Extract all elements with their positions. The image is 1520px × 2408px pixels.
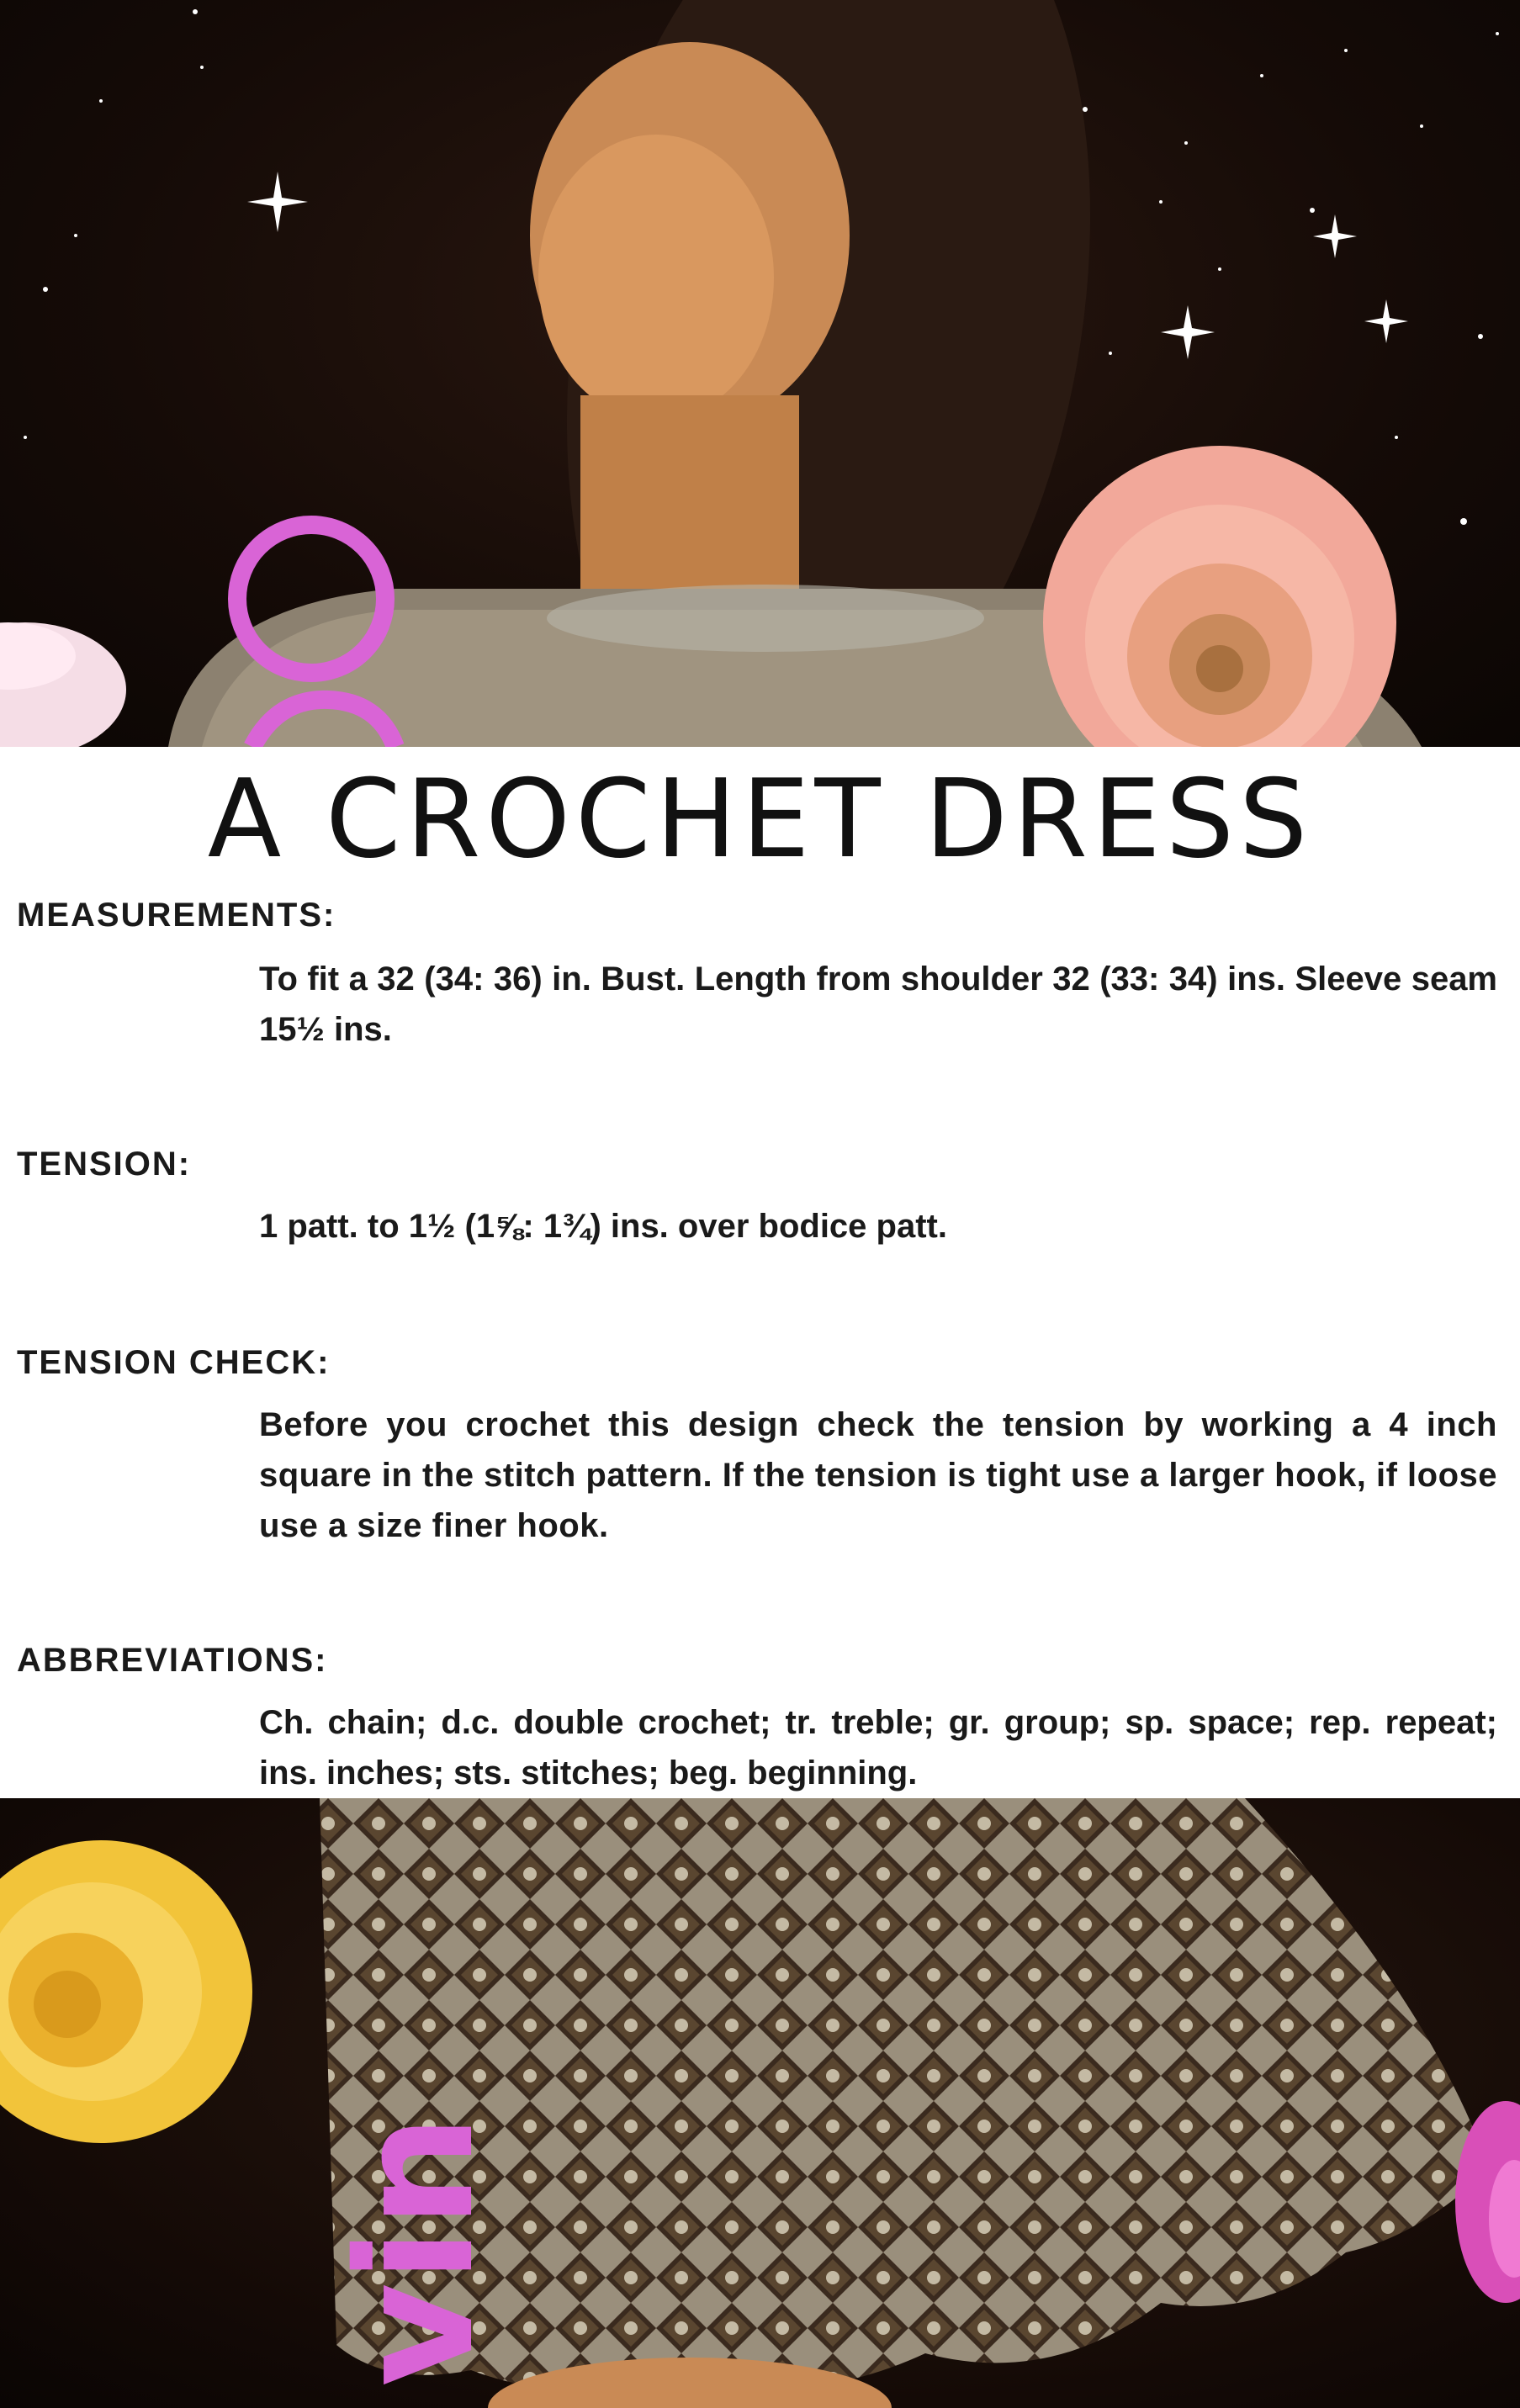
pink-rose bbox=[1043, 446, 1396, 747]
abbreviations-text: Ch. chain; d.c. double crochet; tr. treble; gr. group; sp. space; rep. repeat; ins. inches; sts. stitches; beg. beginning. bbox=[259, 1704, 1497, 1791]
pattern-info-panel bbox=[0, 747, 1520, 1798]
bottom-photo bbox=[0, 1798, 1520, 2408]
tension-check-label: TENSION CHECK: bbox=[17, 1344, 331, 1381]
tension-label: TENSION: bbox=[17, 1146, 192, 1183]
measurements-label: MEASUREMENTS: bbox=[17, 897, 336, 934]
tension-text: 1 patt. to 1½ (1⅝: 1¾) ins. over bodice patt. bbox=[259, 1208, 947, 1245]
yellow-rose bbox=[0, 1840, 252, 2143]
measurements-text: To fit a 32 (34: 36) in. Bust. Length from shoulder 32 (33: 34) ins. Sleeve seam 15½ ins. bbox=[259, 961, 1497, 1048]
white-flower bbox=[0, 622, 126, 747]
vertical-letters-overlay: vin bbox=[323, 2114, 509, 2387]
crochet-skirt-illustration bbox=[0, 1798, 1520, 2408]
page-title: A CROCHET DRESS bbox=[207, 757, 1313, 882]
top-photo bbox=[0, 0, 1520, 747]
starfield-portrait-illustration bbox=[0, 0, 1520, 747]
abbreviations-label: ABBREVIATIONS: bbox=[17, 1642, 328, 1679]
tension-check-text: Before you crochet this design check the tension by working a 4 inch square in the stitch pattern. If the tension is tight use a larger hook, if loose use a size finer hook. bbox=[259, 1406, 1497, 1544]
